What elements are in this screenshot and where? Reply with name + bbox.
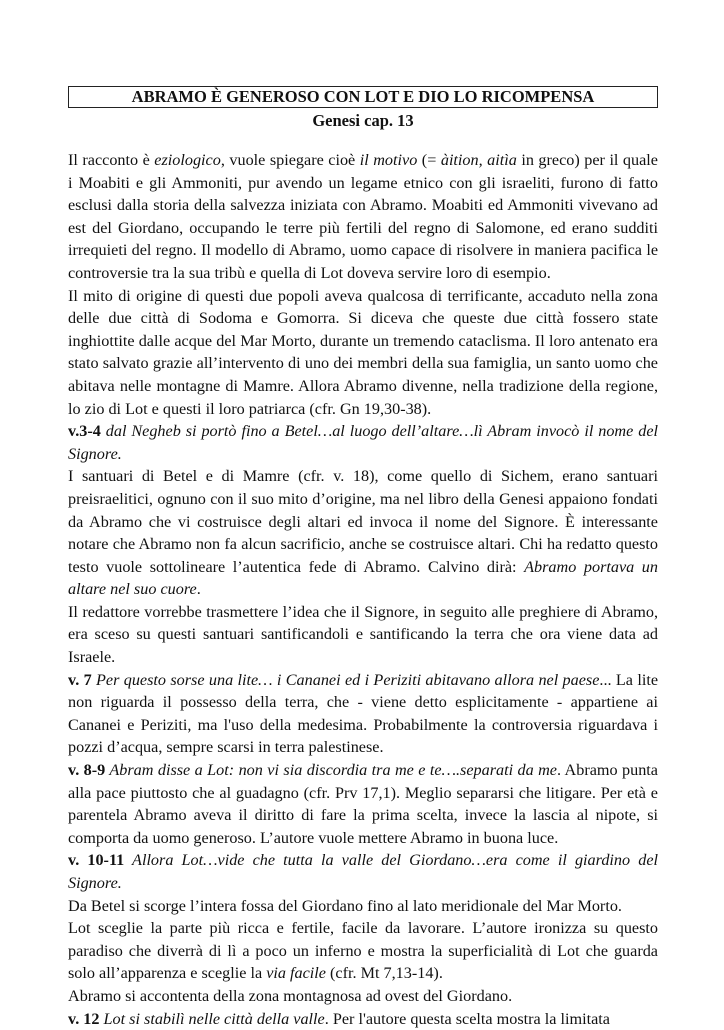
document-page [68, 86, 658, 1030]
verse-quote: dal Negheb si portò fino a Betel…al luogo dell’altare…lì Abram invocò il nome del Signore. [68, 422, 658, 463]
text-run: . [196, 580, 201, 599]
verse-ref: v. 12 [68, 1009, 100, 1028]
verse-quote: Abram disse a Lot: non vi sia discordia tra me e te….separati da me [105, 761, 557, 780]
text-run-italic: eziologico [154, 151, 221, 169]
text-run: (cfr. Mt 7,13-14). [325, 964, 443, 983]
verse-quote: Per questo sorse una lite… i Cananei ed i Periziti abitavano allora nel paese [91, 670, 600, 689]
document-subtitle: Genesi cap. 13 [312, 111, 414, 130]
paragraph-origin-myth: Il mito di origine di questi due popoli aveva qualcosa di terrificante, accaduto nella zona delle due città di Sodoma e Gomorra. Si diceva che queste due città fossero state inghiottite dalle acque del Mar Morto, durante un tremendo cataclisma. Il loro antenato era stato salvato grazie all’intervento di uno dei membri della sua famiglia, un santo uomo che abitava nelle montagne di Mamre. Allora Abramo divenne, nella tradizione della regione, lo zio di Lot e questi il loro patriarca (cfr. Gn 19,30-38). [68, 286, 658, 418]
paragraph-sanctuaries [68, 465, 658, 601]
verse-comment: . Per l'autore questa scelta mostra la limitata [324, 1009, 610, 1028]
verse-comment: ... La lite non riguarda il possesso della terra, che - viene detto esplicitamente - appartiene ai Cananei e Periziti, ma l'uso della medesima. Probabilmente la controversia riguardava i pozzi d’acqua, sempre scarsi in terra palestinese. [68, 670, 659, 757]
verse-12 [68, 1008, 658, 1030]
paragraph-abramo-west: Abramo si accontenta della zona montagnosa ad ovest del Giordano. [68, 986, 513, 1005]
verse-ref: v. 7 [68, 670, 92, 689]
text-run: , vuole spiegare cioè [220, 151, 360, 169]
verse-quote: Allora Lot…vide che tutta la valle del Giordano…era come il giardino del Signore. [68, 851, 658, 892]
paragraph-lot-choice [68, 917, 658, 985]
paragraph-intro [68, 149, 658, 285]
document-body [68, 149, 658, 1030]
text-run: I santuari di Betel e di Mamre (cfr. v. 18), come quello di Sichem, erano santuari preisraelitici, ognuno con il suo mito d’origine, ma nel libro della Genesi appaiono fondati da Abramo che vi costruisce degli altari ed invoca il nome del Signore. È interessante notare che Abramo non fa alcun sacrificio, anche se costruisce altari. Chi ha redatto questo testo vuole sottolineare l’autentica fede di Abramo. Calvino dirà: [68, 467, 658, 576]
verse-ref: v. 8-9 [68, 761, 106, 780]
verse-8-9 [68, 759, 658, 849]
text-run-italic: il motivo [359, 151, 418, 169]
verse-10-11 [68, 849, 658, 894]
text-run: (= [417, 151, 441, 169]
verse-ref: v. 10-11 [68, 851, 125, 870]
text-run: in greco) per il quale i Moabiti e gli Ammoniti, pur avendo un legame etnico con gli israeliti, furono di fatto esclusi dalla storia della salvezza iniziata con Abramo. Moabiti ed Ammoniti vivevano ad est del Giordano, occupando le terre più fertili del regno di Salomone, ed erano sudditi irrequieti del regno. Il modello di Abramo, uomo capace di risolvere in maniera pacifica le controversie tra la sua tribù e quella di Lot doveva servire loro di esempio. [68, 151, 658, 282]
verse-comment: . Abramo punta alla pace piuttosto che al guadagno (cfr. Prv 17,1). Meglio separarsi che litigare. Per età e parentela Abramo aveva il diritto di fare la prima scelta, invece la lascia al nipote, si comporta da uomo generoso. L’autore vuole mettere Abramo in buona luce. [68, 761, 658, 847]
text-run-italic: Abramo portava un altare nel suo cuore [68, 557, 658, 599]
paragraph-redactor: Il redattore vorrebbe trasmettere l’idea che il Signore, in seguito alle preghiere di Abramo, era sceso su questi santuari santificandoli e santificando la terra che ora viene data ad Israele. [68, 602, 658, 667]
verse-quote: Lot si stabilì nelle città della valle [99, 1009, 325, 1028]
text-run-italic: via facile [266, 964, 326, 983]
verse-3-4 [68, 420, 658, 465]
verse-7 [68, 669, 658, 759]
text-run-italic: àition, aitìa [440, 151, 517, 169]
text-run: Il racconto è [68, 151, 155, 169]
text-run: Lot sceglie la parte più ricca e fertile, facile da lavorare. L’autore ironizza su questo paradiso che diverrà di lì a poco un inferno e mostra la superficialità di Lot che guarda solo all’apparenza e sceglie la [68, 919, 658, 983]
paragraph-betel-view: Da Betel si scorge l’intera fossa del Giordano fino al lato meridionale del Mar Morto. [68, 896, 622, 915]
verse-ref: v.3-4 [68, 422, 101, 441]
document-title: ABRAMO È GENEROSO CON LOT E DIO LO RICOMPENSA [68, 86, 658, 108]
